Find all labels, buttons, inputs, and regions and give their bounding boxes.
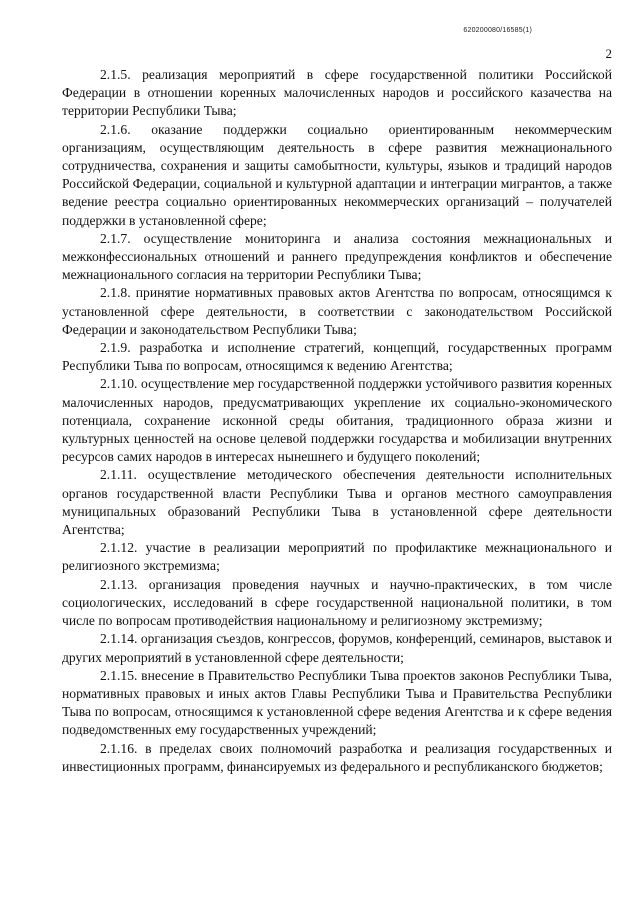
paragraph-2-1-10: 2.1.10. осуществление мер государственной поддержки устойчивого развития коренных малочисленных народов, предусматривающих укрепление их социально-экономического потенциала, сохранение исконной среды обитания, традиционного образа жизни и культурных ценностей на основе целевой поддержки государства и мобилизации внутренних ресурсов самих народов в интересах нынешнего и будущего поколений; (62, 376, 612, 465)
paragraph-2-1-11: 2.1.11. осуществление методического обеспечения деятельности исполнительных органов государственной власти Республики Тыва и органов местного самоуправления муниципальных образований Республики Тыва в установленной сфере деятельности Агентства; (62, 467, 612, 538)
paragraph-2-1-5: 2.1.5. реализация мероприятий в сфере государственной политики Российской Федерации в отношении коренных малочисленных народов и российского казачества на территории Республики Тыва; (62, 67, 612, 119)
paragraph-2-1-13: 2.1.13. организация проведения научных и научно-практических, в том числе социологических, исследований в сфере государственной национальной политики, в том числе по вопросам противодействия национальному и религиозному экстремизму; (62, 576, 612, 629)
paragraph-2-1-16: 2.1.16. в пределах своих полномочий разработка и реализация государственных и инвестиционных программ, финансируемых из федерального и республиканского бюджетов; (62, 740, 612, 774)
paragraph-2-1-14: 2.1.14. организация съездов, конгрессов, форумов, конференций, семинаров, выставок и других мероприятий в установленной сфере деятельности; (62, 631, 612, 665)
page-number: 2 (605, 46, 612, 61)
paragraph-2-1-7: 2.1.7. осуществление мониторинга и анализа состояния межнациональных и межконфессиональных отношений и раннего предупреждения конфликтов и обеспечение межнационального согласия на территории Республики Тыва; (62, 230, 612, 283)
document-body (62, 66, 612, 776)
document-id: 620200080/16585(1) (463, 27, 532, 34)
paragraph-2-1-8: 2.1.8. принятие нормативных правовых актов Агентства по вопросам, относящимся к установленной сфере деятельности, в соответствии с законодательством Российской Федерации и законодательством Республики Тыва; (62, 285, 612, 337)
paragraph-2-1-15: 2.1.15. внесение в Правительство Республики Тыва проектов законов Республики Тыва, нормативных правовых и иных актов Главы Республики Тыва и Правительства Республики Тыва по вопросам, относящимся к установленной сфере ведения Агентства и к сфере ведения подведомственных ему государственных учреждений; (62, 667, 612, 738)
paragraph-2-1-12: 2.1.12. участие в реализации мероприятий по профилактике межнационального и религиозного экстремизма; (62, 540, 612, 574)
paragraph-2-1-6: 2.1.6. оказание поддержки социально ориентированным некоммерческим организациям, осуществляющим деятельность в сфере развития межнационального сотрудничества, сохранения и защиты самобытности, культуры, языков и традиций народов Российской Федерации, социальной и культурной адаптации и интеграции мигрантов, а также ведение реестра социально ориентированных некоммерческих организаций – получателей поддержки в установленной сфере; (62, 121, 612, 228)
paragraph-2-1-9: 2.1.9. разработка и исполнение стратегий, концепций, государственных программ Республики Тыва по вопросам, относящимся к ведению Агентства; (62, 340, 612, 374)
